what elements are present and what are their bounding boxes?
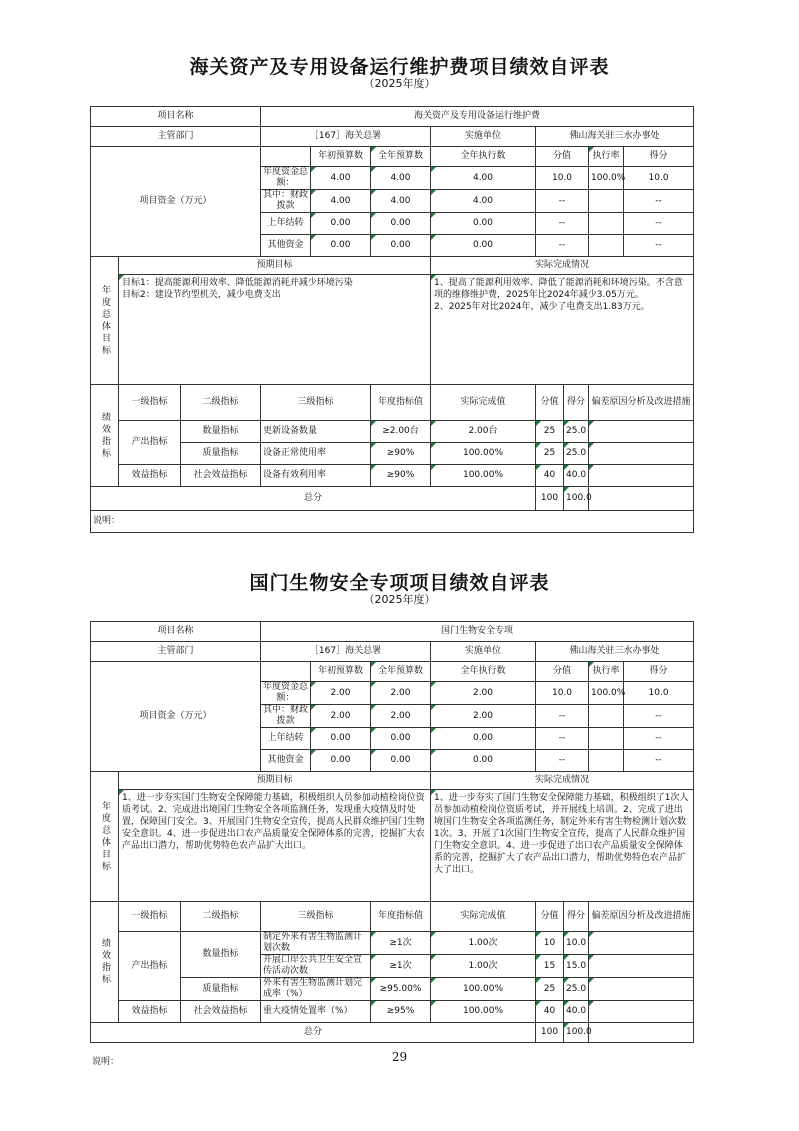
funds-full: 0.00 <box>371 750 431 772</box>
kpi-header-l3: 三级指标 <box>261 385 371 421</box>
kpi-reason <box>589 1001 694 1023</box>
kpi-l1: 产出指标 <box>119 932 181 1001</box>
funds-full: 4.00 <box>371 167 431 190</box>
kpi-target: ≥90% <box>371 443 431 465</box>
form1-year: （2025年度） <box>363 77 436 90</box>
kpi-header-score: 分值 <box>536 902 564 932</box>
kpi-header-reason: 偏差原因分析及改进措施 <box>589 385 694 421</box>
kpi-side-label: 绩效指标 <box>100 938 110 986</box>
kpi-get: 25.0 <box>564 978 589 1001</box>
funds-begin: 0.00 <box>311 728 371 750</box>
funds-begin: 0.00 <box>311 750 371 772</box>
goal-expected-header: 预期目标 <box>119 257 431 275</box>
note-label: 说明： <box>92 1057 120 1067</box>
funds-exec: 2.00 <box>431 705 536 728</box>
kpi-header-actual: 实际完成值 <box>431 902 536 932</box>
kpi-l3: 开展口岸公共卫生安全宣传活动次数 <box>261 955 371 978</box>
kpi-target: ≥90% <box>371 465 431 487</box>
kpi-l2: 数量指标 <box>181 932 261 978</box>
kpi-target: ≥95% <box>371 1001 431 1023</box>
funds-rate <box>589 213 624 235</box>
kpi-reason <box>589 421 694 443</box>
header-begin: 年初预算数 <box>311 662 371 682</box>
kpi-header-l1: 一级指标 <box>119 902 181 932</box>
funds-exec: 0.00 <box>431 728 536 750</box>
kpi-get: 10.0 <box>564 932 589 955</box>
page-number: 29 <box>391 1050 408 1064</box>
funds-exec: 0.00 <box>431 213 536 235</box>
kpi-l3: 重大疫情处置率（%） <box>261 1001 371 1023</box>
kpi-target: ≥2.00台 <box>371 421 431 443</box>
funds-get: 10.0 <box>624 167 694 190</box>
total-score: 100 <box>536 1023 564 1043</box>
kpi-l3: 制定外来有害生物监测计划次数 <box>261 932 371 955</box>
goal-actual-text: 1、进一步夯实了国门生物安全保障能力基础，积极组织了1次人员参加动植检岗位资质考试，并开展线上培训。2、完成了进出境国门生物安全各项监测任务，制定外来有害生物检测计划次数1次。3、开展了1次国门生物安全宣传，提高了人民群众维护国门生物安全意识。4、进一步促进了出口农产品质量安全保障体系的完善，挖掘扩大了农产品出口潜力，帮助优势特色农产品扩大了出口。 <box>431 790 694 902</box>
funds-get: -- <box>624 213 694 235</box>
kpi-actual: 100.00% <box>431 443 536 465</box>
kpi-header-target: 年度指标值 <box>371 902 431 932</box>
label-project-name: 项目名称 <box>91 622 261 642</box>
goal-side-label: 年度总体目标 <box>100 800 110 873</box>
kpi-target: ≥95.00% <box>371 978 431 1001</box>
kpi-l1: 效益指标 <box>119 1001 181 1023</box>
dept-value: ［167］海关总署 <box>261 642 431 662</box>
funds-get: 10.0 <box>624 682 694 705</box>
funds-score: -- <box>536 728 589 750</box>
funds-rate <box>589 235 624 257</box>
header-rate: 执行率 <box>589 147 624 167</box>
goal-actual-header: 实际完成情况 <box>431 772 694 790</box>
label-impl-unit: 实施单位 <box>431 127 536 147</box>
funds-begin: 4.00 <box>311 167 371 190</box>
funds-label: 上年结转 <box>261 213 311 235</box>
kpi-header-get: 得分 <box>564 385 589 421</box>
kpi-get: 40.0 <box>564 465 589 487</box>
funds-begin: 0.00 <box>311 235 371 257</box>
funds-exec: 0.00 <box>431 750 536 772</box>
total-get: 100.0 <box>564 487 589 511</box>
kpi-get: 15.0 <box>564 955 589 978</box>
kpi-header-score: 分值 <box>536 385 564 421</box>
funds-label: 年度资金总额： <box>261 682 311 705</box>
kpi-actual: 100.00% <box>431 978 536 1001</box>
kpi-score: 25 <box>536 421 564 443</box>
kpi-l2: 质量指标 <box>181 978 261 1001</box>
form1-title: 海关资产及专用设备运行维护费项目绩效自评表 <box>189 56 610 78</box>
kpi-l3: 更新设备数量 <box>261 421 371 443</box>
funds-rate <box>589 750 624 772</box>
form2-year: （2025年度） <box>363 593 436 606</box>
funds-score: -- <box>536 235 589 257</box>
funds-full: 0.00 <box>371 235 431 257</box>
goal-expected-text: 目标1：提高能源利用效率、降低能源消耗并减少环境污染 目标2：建设节约型机关，减少电费支出 <box>119 275 431 385</box>
kpi-actual: 100.00% <box>431 465 536 487</box>
goal-expected-text: 1、进一步夯实国门生物安全保障能力基础，积极组织人员参加动植检岗位资质考试。2、完成进出境国门生物安全各项监测任务，发现重大疫情及时处置，保障国门安全。3、开展国门生物安全宣传，提高人民群众维护国门生物安全意识。4、进一步促进出口农产品质量安全保障体系的完善，挖掘扩大农产品出口潜力，帮助优势特色农产品扩大出口。 <box>119 790 431 902</box>
funds-begin: 2.00 <box>311 705 371 728</box>
kpi-l3: 设备正常使用率 <box>261 443 371 465</box>
total-score: 100 <box>536 487 564 511</box>
funds-label: 上年结转 <box>261 728 311 750</box>
total-get: 100.0 <box>564 1023 589 1043</box>
header-full: 全年预算数 <box>371 662 431 682</box>
kpi-l3: 设备有效利用率 <box>261 465 371 487</box>
funds-rate <box>589 728 624 750</box>
kpi-reason <box>589 932 694 955</box>
funds-get: -- <box>624 750 694 772</box>
kpi-get: 25.0 <box>564 443 589 465</box>
funds-full: 2.00 <box>371 682 431 705</box>
dept-value: ［167］海关总署 <box>261 127 431 147</box>
header-get: 得分 <box>624 662 694 682</box>
kpi-score: 25 <box>536 978 564 1001</box>
funds-rate: 100.0% <box>589 682 624 705</box>
kpi-reason <box>589 465 694 487</box>
header-exec: 全年执行数 <box>431 662 536 682</box>
funds-exec: 4.00 <box>431 167 536 190</box>
kpi-l3: 外来有害生物监测计划完成率（%） <box>261 978 371 1001</box>
funds-score: 10.0 <box>536 167 589 190</box>
label-funds: 项目资金（万元） <box>91 147 261 257</box>
kpi-l1: 效益指标 <box>119 465 181 487</box>
funds-begin: 4.00 <box>311 190 371 213</box>
funds-label: 其他资金 <box>261 750 311 772</box>
kpi-header-reason: 偏差原因分析及改进措施 <box>589 902 694 932</box>
funds-exec: 0.00 <box>431 235 536 257</box>
kpi-header-get: 得分 <box>564 902 589 932</box>
funds-label: 其中：财政拨款 <box>261 190 311 213</box>
note-label: 说明： <box>91 511 694 533</box>
funds-get: -- <box>624 728 694 750</box>
kpi-side-label: 绩效指标 <box>100 411 110 460</box>
label-funds: 项目资金（万元） <box>91 662 261 772</box>
funds-get: -- <box>624 705 694 728</box>
label-impl-unit: 实施单位 <box>431 642 536 662</box>
funds-label: 其中：财政拨款 <box>261 705 311 728</box>
kpi-actual: 1.00次 <box>431 955 536 978</box>
funds-begin: 0.00 <box>311 213 371 235</box>
form2-title: 国门生物安全专项项目绩效自评表 <box>249 572 550 594</box>
funds-begin: 2.00 <box>311 682 371 705</box>
kpi-header-l2: 二级指标 <box>181 902 261 932</box>
header-rate: 执行率 <box>589 662 624 682</box>
kpi-header-l3: 三级指标 <box>261 902 371 932</box>
goal-expected-header: 预期目标 <box>119 772 431 790</box>
total-label: 总分 <box>91 487 536 511</box>
kpi-reason <box>589 955 694 978</box>
funds-score: -- <box>536 213 589 235</box>
kpi-l2: 数量指标 <box>181 421 261 443</box>
funds-rate: 100.0% <box>589 167 624 190</box>
kpi-l2: 社会效益指标 <box>181 1001 261 1023</box>
project-name-value: 海关资产及专用设备运行维护费 <box>261 107 694 127</box>
kpi-l1: 产出指标 <box>119 421 181 465</box>
header-score: 分值 <box>536 662 589 682</box>
funds-exec: 2.00 <box>431 682 536 705</box>
funds-score: 10.0 <box>536 682 589 705</box>
kpi-score: 25 <box>536 443 564 465</box>
funds-full: 0.00 <box>371 728 431 750</box>
goal-side-label: 年度总体目标 <box>100 284 110 357</box>
kpi-l2: 社会效益指标 <box>181 465 261 487</box>
impl-unit-value: 佛山海关驻三水办事处 <box>536 127 694 147</box>
goal-actual-text: 1、提高了能源利用效率、降低了能源消耗和环境污染。不含意项的维修维护费，2025年比2024年减少3.05万元。 2、2025年对比2024年，减少了电费支出1.83万元。 <box>431 275 694 385</box>
funds-full: 0.00 <box>371 213 431 235</box>
kpi-actual: 1.00次 <box>431 932 536 955</box>
impl-unit-value: 佛山海关驻三水办事处 <box>536 642 694 662</box>
kpi-target: ≥1次 <box>371 955 431 978</box>
header-full: 全年预算数 <box>371 147 431 167</box>
project-name-value: 国门生物安全专项 <box>261 622 694 642</box>
form2-table <box>90 621 694 1043</box>
label-project-name: 项目名称 <box>91 107 261 127</box>
funds-score: -- <box>536 705 589 728</box>
funds-label: 年度资金总额： <box>261 167 311 190</box>
kpi-score: 15 <box>536 955 564 978</box>
kpi-header-target: 年度指标值 <box>371 385 431 421</box>
label-dept: 主管部门 <box>91 642 261 662</box>
funds-rate <box>589 705 624 728</box>
kpi-reason <box>589 443 694 465</box>
kpi-score: 40 <box>536 1001 564 1023</box>
total-label: 总分 <box>91 1023 536 1043</box>
form1-table <box>90 106 694 533</box>
funds-rate <box>589 190 624 213</box>
kpi-header-actual: 实际完成值 <box>431 385 536 421</box>
goal-actual-header: 实际完成情况 <box>431 257 694 275</box>
funds-get: -- <box>624 190 694 213</box>
kpi-l2: 质量指标 <box>181 443 261 465</box>
kpi-header-l2: 二级指标 <box>181 385 261 421</box>
funds-score: -- <box>536 190 589 213</box>
funds-exec: 4.00 <box>431 190 536 213</box>
label-dept: 主管部门 <box>91 127 261 147</box>
kpi-get: 25.0 <box>564 421 589 443</box>
header-exec: 全年执行数 <box>431 147 536 167</box>
kpi-actual: 100.00% <box>431 1001 536 1023</box>
kpi-actual: 2.00台 <box>431 421 536 443</box>
header-get: 得分 <box>624 147 694 167</box>
kpi-target: ≥1次 <box>371 932 431 955</box>
header-score: 分值 <box>536 147 589 167</box>
kpi-header-l1: 一级指标 <box>119 385 181 421</box>
funds-label: 其他资金 <box>261 235 311 257</box>
funds-full: 4.00 <box>371 190 431 213</box>
kpi-get: 40.0 <box>564 1001 589 1023</box>
funds-full: 2.00 <box>371 705 431 728</box>
header-begin: 年初预算数 <box>311 147 371 167</box>
kpi-score: 40 <box>536 465 564 487</box>
funds-score: -- <box>536 750 589 772</box>
funds-get: -- <box>624 235 694 257</box>
kpi-reason <box>589 978 694 1001</box>
kpi-score: 10 <box>536 932 564 955</box>
